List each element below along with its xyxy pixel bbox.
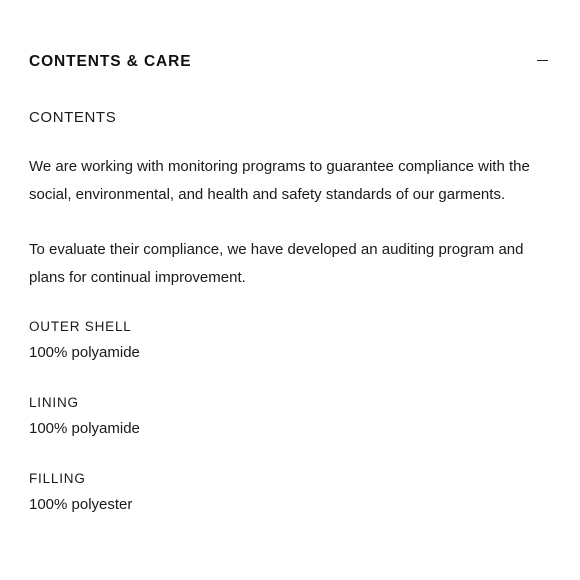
section-title: CONTENTS & CARE bbox=[29, 53, 192, 70]
compliance-paragraph: We are working with monitoring programs to guarantee compliance with the social, environmental, and health and safety standards of our garments. bbox=[29, 158, 530, 203]
material-label: OUTER SHELL bbox=[29, 319, 132, 334]
auditing-paragraph: To evaluate their compliance, we have developed an auditing program and plans for continual improvement. bbox=[29, 241, 524, 286]
material-label: FILLING bbox=[29, 471, 86, 486]
material-label: LINING bbox=[29, 395, 79, 410]
contents-heading: CONTENTS bbox=[29, 109, 117, 126]
material-item-filling bbox=[29, 468, 554, 520]
material-value: 100% polyester bbox=[29, 496, 133, 513]
material-item-outer-shell bbox=[29, 316, 554, 368]
material-value: 100% polyamide bbox=[29, 420, 140, 437]
contents-section bbox=[29, 107, 554, 520]
material-item-lining bbox=[29, 392, 554, 444]
material-value: 100% polyamide bbox=[29, 344, 140, 361]
contents-care-accordion-header[interactable] bbox=[29, 51, 551, 73]
minus-icon[interactable] bbox=[537, 51, 549, 73]
